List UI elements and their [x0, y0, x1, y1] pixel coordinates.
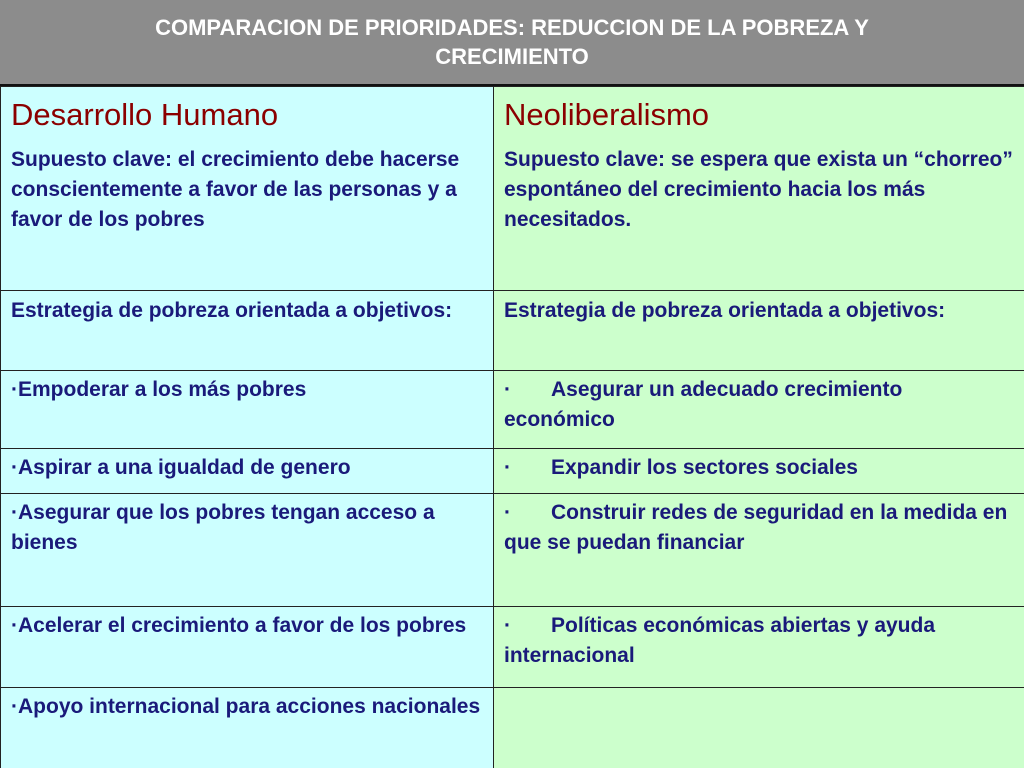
left-item: ·Acelerar el crecimiento a favor de los pobres	[1, 607, 494, 688]
table-header-row	[1, 87, 1024, 143]
right-item-text: Asegurar un adecuado crecimiento económico	[504, 378, 903, 431]
bullet-icon: ·	[504, 378, 511, 401]
left-strategy-label: Estrategia de pobreza orientada a objetivos:	[1, 291, 494, 371]
right-item-text: Construir redes de seguridad en la medida en que se puedan financiar	[504, 501, 1008, 554]
table-row	[1, 371, 1024, 449]
slide-title	[0, 0, 1024, 86]
right-item	[494, 607, 1024, 688]
slide-title-line-1: COMPARACION DE PRIORIDADES: REDUCCION DE LA POBREZA Y	[155, 15, 869, 40]
right-item	[494, 494, 1024, 607]
table-row	[1, 449, 1024, 494]
heading-desarrollo-humano: Desarrollo Humano	[1, 87, 494, 143]
slide-title-line-2: CRECIMIENTO	[435, 44, 589, 69]
right-item	[494, 449, 1024, 494]
right-item-text: Políticas económicas abiertas y ayuda internacional	[504, 614, 936, 667]
comparison-table	[0, 86, 1024, 768]
table-row	[1, 291, 1024, 371]
right-item-empty	[494, 688, 1024, 768]
left-item: ·Apoyo internacional para acciones nacionales	[1, 688, 494, 768]
bullet-icon: ·	[504, 501, 511, 524]
table-row	[1, 607, 1024, 688]
right-key-assumption: Supuesto clave: se espera que exista un “chorreo” espontáneo del crecimiento hacia los más necesitados.	[494, 143, 1024, 291]
left-item: ·Aspirar a una igualdad de genero	[1, 449, 494, 494]
heading-neoliberalismo: Neoliberalismo	[494, 87, 1024, 143]
bullet-icon: ·	[504, 456, 511, 479]
right-item	[494, 371, 1024, 449]
left-key-assumption: Supuesto clave: el crecimiento debe hacerse conscientemente a favor de las personas y a favor de los pobres	[1, 143, 494, 291]
left-item: ·Asegurar que los pobres tengan acceso a bienes	[1, 494, 494, 607]
bullet-icon: ·	[504, 614, 511, 637]
right-strategy-label: Estrategia de pobreza orientada a objetivos:	[494, 291, 1024, 371]
table-row	[1, 688, 1024, 768]
left-item: ·Empoderar a los más pobres	[1, 371, 494, 449]
table-row	[1, 494, 1024, 607]
right-item-text: Expandir los sectores sociales	[551, 456, 858, 479]
table-row	[1, 143, 1024, 291]
